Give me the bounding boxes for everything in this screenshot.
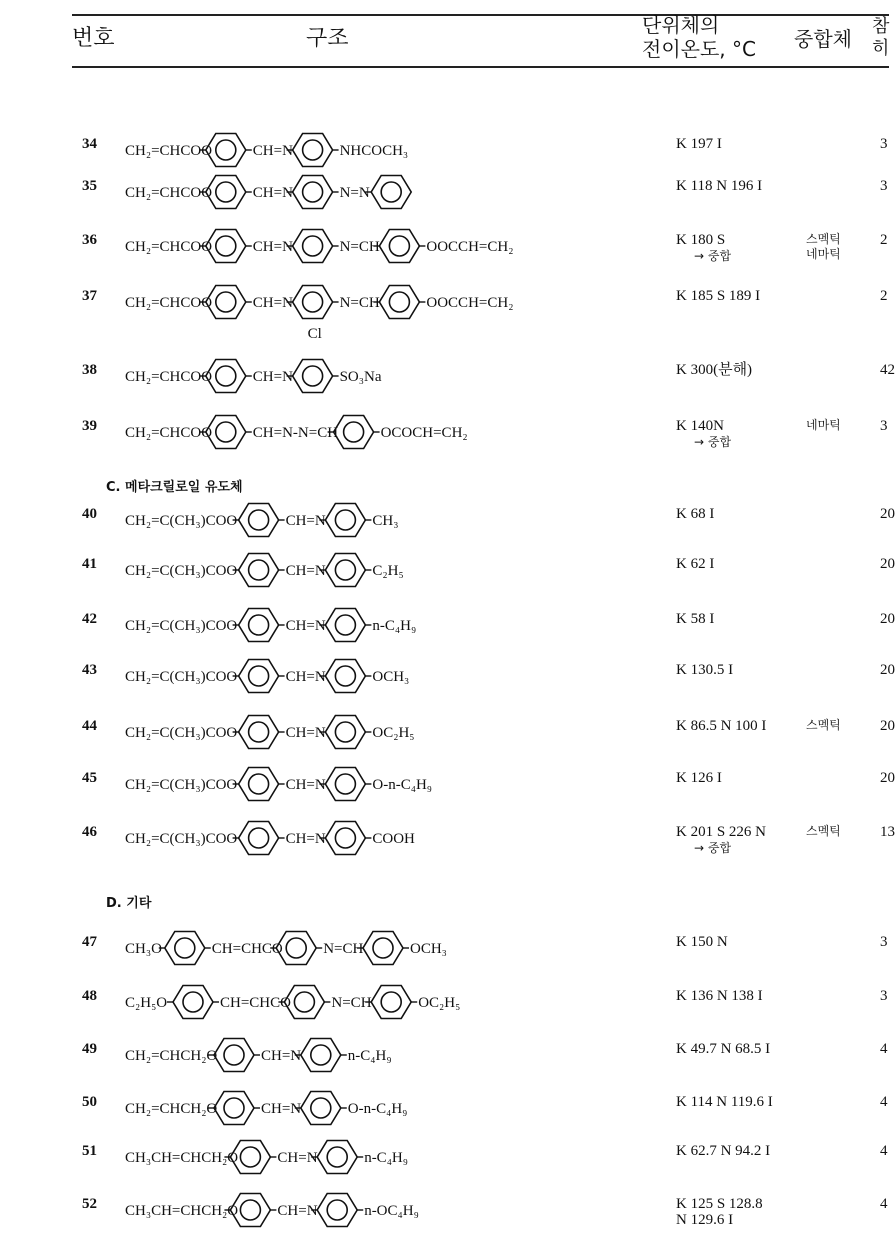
formula-left: CH₂=CHCOO — [125, 185, 213, 201]
transition-text-2: → 중합 — [694, 435, 732, 449]
transition-text: K 49.7 N 68.5 I — [676, 1041, 771, 1057]
formula-right: NHCOCH₃ — [339, 143, 409, 159]
table-row — [0, 818, 895, 858]
reference-number: 4 — [880, 1143, 888, 1159]
structure-formula — [124, 978, 654, 1024]
table-row — [0, 1190, 889, 1230]
transition-text: K 130.5 I — [676, 662, 734, 678]
benzene-ring — [379, 230, 419, 263]
transition-text: K 185 S 189 I — [676, 288, 761, 304]
structure-formula — [124, 496, 654, 542]
benzene-ring — [379, 286, 419, 319]
benzene-ring — [325, 504, 365, 537]
formula-right: n-C₄H₉ — [364, 1150, 408, 1166]
benzene-ring — [239, 716, 279, 749]
transition-text: K 197 I — [676, 136, 722, 152]
formula-left: CH₂=CHCH₂O — [125, 1048, 218, 1064]
benzene-ring — [239, 822, 279, 855]
transition-temperature — [676, 718, 766, 734]
formula-left: CH₃O — [125, 941, 162, 957]
compound-number: 44 — [82, 718, 97, 734]
compound-number: 34 — [82, 136, 97, 152]
polymer-phase-1: 스멕틱 — [806, 824, 841, 838]
polymer-phase — [806, 718, 841, 733]
reference-number: 4 — [880, 1041, 888, 1057]
header-bottom-rule — [72, 66, 889, 68]
formula-link1: CH=N — [285, 777, 326, 793]
column-header-number: 번호 — [72, 26, 115, 51]
structure-formula — [124, 652, 654, 698]
structure-formula — [124, 1031, 654, 1077]
transition-temperature — [676, 556, 714, 572]
formula-link1: CH=N — [285, 513, 326, 529]
transition-temperature — [676, 1041, 770, 1057]
reference-number: 20 — [880, 611, 895, 627]
structure-formula — [124, 760, 654, 806]
transition-temperature — [676, 418, 731, 450]
table-row — [0, 130, 889, 170]
transition-text: K 86.5 N 100 I — [676, 718, 767, 734]
transition-text: K 62 I — [676, 556, 715, 572]
compound-number: 35 — [82, 178, 97, 194]
formula-left: CH₂=C(CH₃)COO — [125, 513, 238, 529]
table-row — [0, 764, 895, 804]
benzene-ring — [239, 554, 279, 587]
transition-temperature — [676, 232, 731, 264]
benzene-ring — [371, 986, 411, 1019]
formula-link2: N=N — [339, 185, 370, 201]
polymer-phase-1: 스멕틱 — [806, 232, 841, 246]
column-header-polymer: 중합체 — [794, 27, 852, 51]
formula-link1: CH=N — [285, 618, 326, 634]
formula-link1: CH=N — [252, 239, 293, 255]
formula-link1: CH=N — [261, 1101, 302, 1117]
structure-formula — [124, 601, 654, 647]
table-row — [0, 1035, 889, 1075]
formula-link1: CH=N — [277, 1150, 318, 1166]
compound-number: 49 — [82, 1041, 97, 1057]
compound-number: 43 — [82, 662, 97, 678]
formula-link1: CH=N — [261, 1048, 302, 1064]
formula-right: OOCCH=CH₂ — [426, 239, 514, 255]
table-row — [0, 356, 895, 396]
column-header-transition-2: 전이온도, °C — [642, 37, 756, 61]
structure-formula — [124, 168, 654, 214]
polymer-phase — [806, 418, 841, 433]
transition-temperature — [676, 1196, 763, 1228]
formula-right: C₂H₅ — [372, 563, 404, 579]
table-row — [0, 412, 889, 452]
polymer-phase-2: 네마틱 — [806, 247, 841, 261]
compound-number: 51 — [82, 1143, 97, 1159]
formula-right: O-n-C₄H₉ — [372, 777, 433, 793]
table-row — [0, 928, 889, 968]
formula-left: CH₂=C(CH₃)COO — [125, 725, 238, 741]
transition-temperature — [676, 1094, 773, 1110]
formula-right: OCOCH=CH₂ — [380, 425, 468, 441]
formula-right: O-n-C₄H₉ — [347, 1101, 408, 1117]
compound-number: 45 — [82, 770, 97, 786]
transition-text: K 58 I — [676, 611, 715, 627]
benzene-ring — [301, 1039, 341, 1072]
formula-left: CH₃CH=CHCH₂O — [125, 1203, 239, 1219]
formula-link2: N=CH — [339, 295, 380, 311]
transition-temperature — [676, 136, 722, 152]
formula-link1: CH=N — [252, 185, 293, 201]
transition-temperature — [676, 824, 766, 856]
formula-right: CH₃ — [372, 513, 399, 529]
benzene-ring — [371, 176, 411, 209]
transition-temperature — [676, 934, 728, 950]
benzene-ring — [301, 1092, 341, 1125]
formula-left: CH₂=C(CH₃)COO — [125, 563, 238, 579]
benzene-ring — [325, 609, 365, 642]
table-row — [0, 1137, 889, 1177]
polymer-phase — [806, 824, 841, 839]
formula-left: CH₂=CHCOO — [125, 295, 213, 311]
benzene-ring — [317, 1141, 357, 1174]
structure-formula — [124, 126, 654, 172]
structure-formula — [124, 1133, 654, 1179]
reference-number: 20 — [880, 718, 895, 734]
reference-number: 20 — [880, 506, 895, 522]
table-row — [0, 550, 895, 590]
formula-link1: CH=N — [285, 563, 326, 579]
formula-left: CH₂=C(CH₃)COO — [125, 777, 238, 793]
structure-formula — [124, 1186, 654, 1232]
compound-number: 46 — [82, 824, 97, 840]
section-label-d: D. 기타 — [106, 896, 152, 911]
reference-number: 4 — [880, 1094, 888, 1110]
reference-number: 3 — [880, 988, 888, 1004]
column-header-ref-1: 참 — [872, 16, 890, 37]
transition-text-2: → 중합 — [694, 249, 732, 263]
reference-number: 3 — [880, 418, 888, 434]
polymer-phase — [806, 232, 841, 262]
formula-link1: CH=CHCO — [220, 995, 291, 1011]
reference-number: 3 — [880, 934, 888, 950]
compound-number: 41 — [82, 556, 97, 572]
benzene-ring — [293, 230, 333, 263]
reference-number: 3 — [880, 178, 888, 194]
benzene-ring — [325, 660, 365, 693]
formula-right: n-OC₄H₉ — [364, 1203, 419, 1219]
transition-text: K 300(분해) — [676, 362, 753, 378]
formula-right: SO₃Na — [339, 369, 382, 385]
benzene-ring — [239, 660, 279, 693]
formula-left: CH₂=C(CH₃)COO — [125, 831, 238, 847]
compound-number: 42 — [82, 611, 97, 627]
transition-text-2: N 129.6 I — [676, 1212, 734, 1228]
polymer-phase-1: 네마틱 — [806, 418, 841, 432]
benzene-ring — [214, 1039, 254, 1072]
formula-link1: CH=N — [252, 143, 293, 159]
formula-right: OOCCH=CH₂ — [426, 295, 514, 311]
structure-formula — [124, 352, 654, 398]
benzene-ring — [325, 554, 365, 587]
table-row — [0, 605, 895, 645]
table-row — [0, 226, 889, 266]
formula-left: CH₂=C(CH₃)COO — [125, 618, 238, 634]
transition-temperature — [676, 288, 760, 304]
transition-text: K 118 N 196 I — [676, 178, 763, 194]
transition-temperature — [676, 770, 722, 786]
compound-number: 48 — [82, 988, 97, 1004]
formula-left: CH₂=C(CH₃)COO — [125, 669, 238, 685]
structure-formula — [124, 814, 654, 860]
formula-right: OC₂H₅ — [372, 725, 415, 741]
table-row — [0, 982, 889, 1022]
transition-text: K 136 N 138 I — [676, 988, 763, 1004]
formula-right: n-C₄H₉ — [372, 618, 417, 634]
benzene-ring — [293, 134, 333, 167]
formula-left: CH₂=CHCOO — [125, 369, 213, 385]
column-header-transition-1: 단위체의 — [642, 13, 720, 37]
benzene-ring — [317, 1194, 357, 1227]
benzene-ring — [239, 504, 279, 537]
reference-number: 20 — [880, 556, 895, 572]
reference-number: 42 — [880, 362, 895, 378]
formula-left: C₂H₅O — [125, 995, 168, 1011]
transition-temperature — [676, 178, 762, 194]
transition-temperature — [676, 362, 752, 378]
reference-number: 4 — [880, 1196, 888, 1212]
formula-left: CH₃CH=CHCH₂O — [125, 1150, 239, 1166]
transition-text: K 62.7 N 94.2 I — [676, 1143, 771, 1159]
structure-formula — [124, 708, 654, 754]
formula-right: n-C₄H₉ — [347, 1048, 392, 1064]
table-row — [0, 1088, 889, 1128]
formula-link1: CH=N — [285, 831, 326, 847]
benzene-ring — [363, 932, 403, 965]
transition-text: K 180 S — [676, 232, 726, 248]
formula-link1: CH=CHCO — [211, 941, 283, 957]
reference-number: 20 — [880, 770, 895, 786]
benzene-ring — [325, 768, 365, 801]
benzene-ring — [293, 176, 333, 209]
formula-left: CH₂=CHCOO — [125, 425, 213, 441]
formula-link1: CH=N — [285, 725, 326, 741]
formula-right: OCH₃ — [410, 941, 447, 957]
formula-link2: N=CH — [331, 995, 372, 1011]
benzene-ring — [293, 286, 333, 319]
benzene-ring — [334, 416, 374, 449]
compound-number: 38 — [82, 362, 97, 378]
benzene-ring — [239, 768, 279, 801]
benzene-ring — [173, 986, 213, 1019]
compound-number: 39 — [82, 418, 97, 434]
structure-formula — [124, 924, 654, 970]
formula-link2: N=CH — [339, 239, 380, 255]
transition-text: K 150 N — [676, 934, 728, 950]
benzene-ring — [325, 822, 365, 855]
compound-number: 47 — [82, 934, 97, 950]
formula-left: CH₂=CHCH₂O — [125, 1101, 218, 1117]
table-row — [0, 656, 895, 696]
header-top-rule — [72, 14, 889, 16]
reference-number: 3 — [880, 136, 888, 152]
table-row — [0, 172, 889, 212]
transition-text: K 125 S 128.8 — [676, 1196, 763, 1212]
transition-text: K 68 I — [676, 506, 715, 522]
reference-number: 2 — [880, 232, 888, 248]
polymer-phase-1: 스멕틱 — [806, 718, 841, 732]
benzene-ring — [214, 1092, 254, 1125]
formula-left: CH₂=CHCOO — [125, 143, 213, 159]
reference-number: 2 — [880, 288, 888, 304]
transition-text-2: → 중합 — [694, 841, 732, 855]
structure-formula — [124, 546, 654, 592]
formula-link1: CH=N — [285, 669, 326, 685]
column-header-structure: 구조 — [306, 26, 349, 51]
formula-link1: CH=N — [252, 369, 293, 385]
column-header-ref-2: 히 — [872, 38, 890, 59]
transition-text: K 201 S 226 N — [676, 824, 767, 840]
benzene-ring — [239, 609, 279, 642]
compound-number: 52 — [82, 1196, 97, 1212]
transition-text: K 114 N 119.6 I — [676, 1094, 773, 1110]
structure-formula — [124, 278, 654, 342]
formula-right: COOH — [372, 831, 415, 847]
formula-link1: CH=N-N=CH — [252, 425, 339, 441]
formula-right: OCH₃ — [372, 669, 410, 685]
structure-formula — [124, 222, 654, 268]
compound-number: 40 — [82, 506, 97, 522]
substituent-label: Cl — [307, 326, 322, 342]
table-row — [0, 282, 889, 342]
formula-left: CH₂=CHCOO — [125, 239, 213, 255]
formula-right: OC₂H₅ — [418, 995, 461, 1011]
transition-text: K 126 I — [676, 770, 722, 786]
structure-formula — [124, 408, 654, 454]
section-label-c: C. 메타크릴로일 유도체 — [106, 480, 243, 495]
transition-temperature — [676, 1143, 770, 1159]
structure-formula — [124, 1084, 654, 1130]
transition-temperature — [676, 611, 714, 627]
transition-temperature — [676, 988, 763, 1004]
benzene-ring — [325, 716, 365, 749]
formula-link1: CH=N — [277, 1203, 318, 1219]
compound-number: 36 — [82, 232, 97, 248]
formula-link1: CH=N — [252, 295, 293, 311]
reference-number: 20 — [880, 662, 895, 678]
transition-temperature — [676, 506, 714, 522]
reference-number: 13 — [880, 824, 895, 840]
transition-text: K 140N — [676, 418, 724, 434]
table-row — [0, 712, 895, 752]
transition-temperature — [676, 662, 733, 678]
compound-number: 37 — [82, 288, 97, 304]
formula-link2: N=CH — [323, 941, 364, 957]
table-row — [0, 500, 895, 540]
compound-number: 50 — [82, 1094, 97, 1110]
benzene-ring — [165, 932, 205, 965]
benzene-ring — [293, 360, 333, 393]
